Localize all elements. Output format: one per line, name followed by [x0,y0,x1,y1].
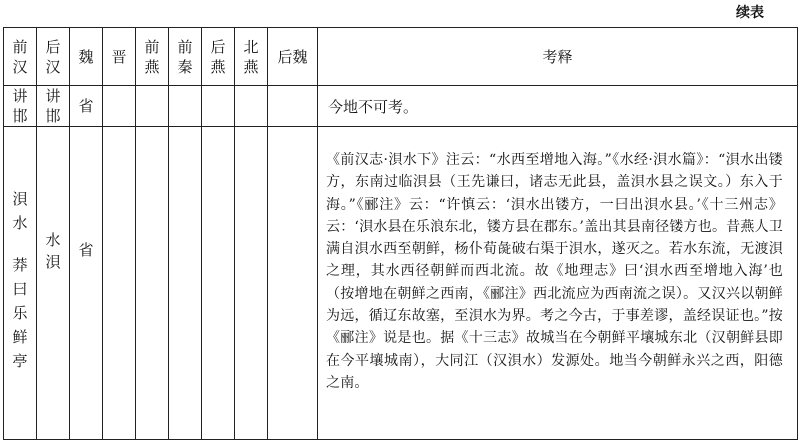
cell-qianyan [136,127,169,440]
cell-beiyan [235,127,268,440]
header-beiyan: 北 燕 [235,28,268,86]
header-qianqin: 前 秦 [169,28,202,86]
table-row [4,86,798,127]
cell-qianqin [169,127,202,440]
header-wei: 魏 [70,28,103,86]
header-kaoshi: 考释 [318,28,798,86]
table-row [4,127,798,440]
cell-houhan: 水 浿 [37,127,70,440]
continued-label: 续表 [736,5,764,21]
cell-qianhan: 浿 水 莽 曰 乐 鲜 亭 [4,127,37,440]
cell-houyan [202,127,235,440]
cell-qianhan: 讲 邯 [4,86,37,127]
cell-beiyan [235,86,268,127]
cell-note: 今地不可考。 [318,86,798,127]
cell-wei: 省 [70,127,103,440]
cell-note: 《前汉志·浿水下》注云：“水西至增地入海。”《水经·浿水篇》：“浿水出镂方，东南过临浿县（王先谦曰，诸志无此县，盖浿水县之误文。）东入于海。”《郦注》云：“许慎云：‘浿水出镂方，一曰出浿水县。’《十三州志》云：‘浿水县在乐浪东北，镂方县在郡东。’盖出其县南径镂方也。昔燕人卫满自浿水西至朝鲜，杨仆荀彘破右渠于浿水，遂灭之。若水东流，无渡浿之理，其水西径朝鲜而西北流。故《地理志》曰‘浿水西至增地入海’也（按增地在朝鲜之西南，《郦注》西北流应为西南流之误）。又汉兴以朝鲜为远，循辽东故塞，至浿水为界。考之今古，于事差谬，盖经误证也。”按《郦注》说是也。据《十三志》故城当在今朝鲜平壤城东北（汉朝鲜县即在今平壤城南），大同江（汉浿水）发源处。地当今朝鲜永兴之西，阳德之南。 [318,127,798,440]
cell-houwei [268,86,318,127]
header-houwei: 后魏 [268,28,318,86]
cell-wei: 省 [70,86,103,127]
header-houhan: 后 汉 [37,28,70,86]
cell-qianyan [136,86,169,127]
gazetteer-table [3,27,798,440]
header-row [4,28,798,86]
header-jin: 晋 [103,28,136,86]
header-houyan: 后 燕 [202,28,235,86]
cell-houyan [202,86,235,127]
cell-qianqin [169,86,202,127]
cell-jin [103,86,136,127]
header-qianhan: 前 汉 [4,28,37,86]
cell-houhan: 讲 邯 [37,86,70,127]
header-qianyan: 前 燕 [136,28,169,86]
cell-jin [103,127,136,440]
cell-houwei [268,127,318,440]
